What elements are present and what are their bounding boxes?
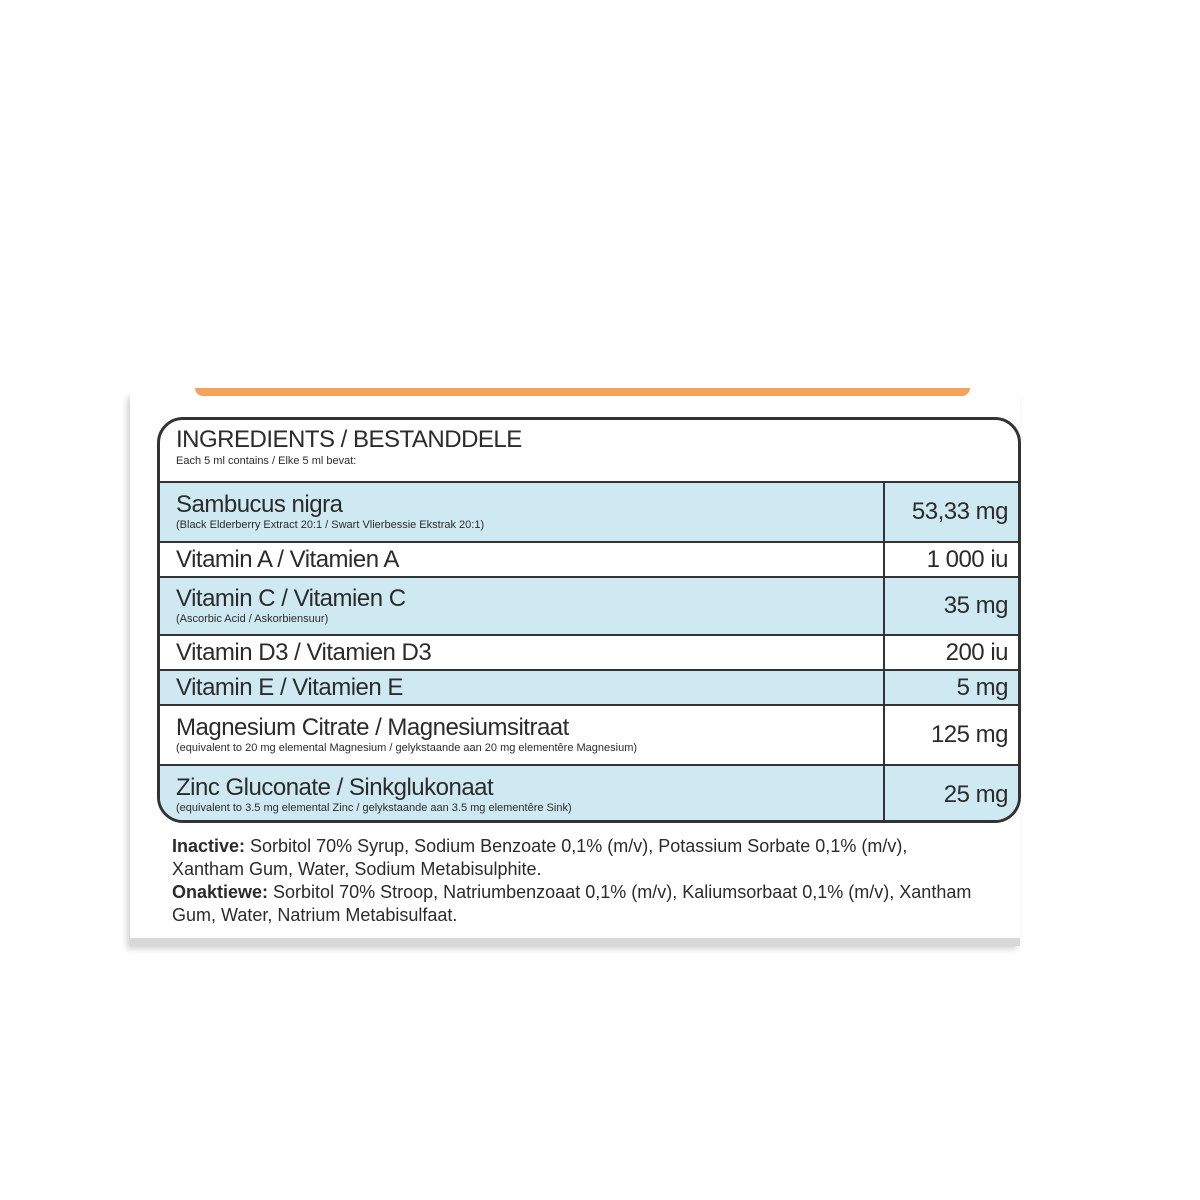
ingredient-row xyxy=(160,706,1018,766)
ingredients-title: INGREDIENTS / BESTANDDELE xyxy=(176,426,522,453)
ingredient-row xyxy=(160,671,1018,706)
inactive-english-text: Sorbitol 70% Syrup, Sodium Benzoate 0,1% (m/v), Potassium Sorbate 0,1% (m/v), Xantham Gum, Water, Sodium Metabisulphite. xyxy=(172,836,908,879)
ingredient-name: Vitamin D3 / Vitamien D3 xyxy=(176,638,432,666)
ingredient-row xyxy=(160,636,1018,671)
ingredient-amount: 125 mg xyxy=(930,721,1008,748)
bottom-shadow-strip xyxy=(130,938,1020,946)
inactive-english xyxy=(172,835,972,881)
ingredient-amount: 1 000 iu xyxy=(926,545,1008,573)
ingredient-row xyxy=(160,483,1018,543)
ingredient-amount: 25 mg xyxy=(943,780,1008,808)
inactive-afrikaans-text: Sorbitol 70% Stroop, Natriumbenzoaat 0,1% (m/v), Kaliumsorbaat 0,1% (m/v), Xantham Gum, Water, Natrium Metabisulfaat. xyxy=(172,882,972,925)
ingredient-name: Zinc Gluconate / Sinkglukonaat xyxy=(176,773,494,801)
ingredients-header xyxy=(160,420,1018,483)
ingredient-amount: 200 iu xyxy=(945,638,1008,666)
inactive-ingredients xyxy=(172,835,972,927)
ingredient-row xyxy=(160,578,1018,636)
ingredient-amount: 53,33 mg xyxy=(911,498,1008,525)
ingredient-amount: 5 mg xyxy=(956,673,1008,701)
ingredient-description: (Ascorbic Acid / Askorbiensuur) xyxy=(176,613,329,625)
ingredient-description: (Black Elderberry Extract 20:1 / Swart Vlierbessie Ekstrak 20:1) xyxy=(176,519,485,531)
ingredient-name: Magnesium Citrate / Magnesiumsitraat xyxy=(176,714,569,741)
ingredient-row xyxy=(160,543,1018,578)
ingredient-name: Vitamin C / Vitamien C xyxy=(176,585,406,612)
ingredient-row xyxy=(160,766,1018,823)
ingredients-table xyxy=(157,417,1021,823)
ingredients-subtitle: Each 5 ml contains / Elke 5 ml bevat: xyxy=(176,455,357,467)
ingredient-name: Vitamin A / Vitamien A xyxy=(176,545,399,573)
inactive-afrikaans-label: Onaktiewe: xyxy=(172,882,269,902)
inactive-afrikaans xyxy=(172,881,972,927)
ingredient-amount: 35 mg xyxy=(943,592,1008,619)
ingredient-description: (equivalent to 20 mg elemental Magnesium / gelykstaande aan 20 mg elementêre Magnesium) xyxy=(176,742,638,754)
ingredient-description: (equivalent to 3.5 mg elemental Zinc / gelykstaande aan 3.5 mg elementêre Sink) xyxy=(176,801,572,814)
orange-accent-strip xyxy=(195,388,970,396)
ingredient-name: Sambucus nigra xyxy=(176,491,343,518)
inactive-english-label: Inactive: xyxy=(172,836,246,856)
ingredient-name: Vitamin E / Vitamien E xyxy=(176,673,403,701)
